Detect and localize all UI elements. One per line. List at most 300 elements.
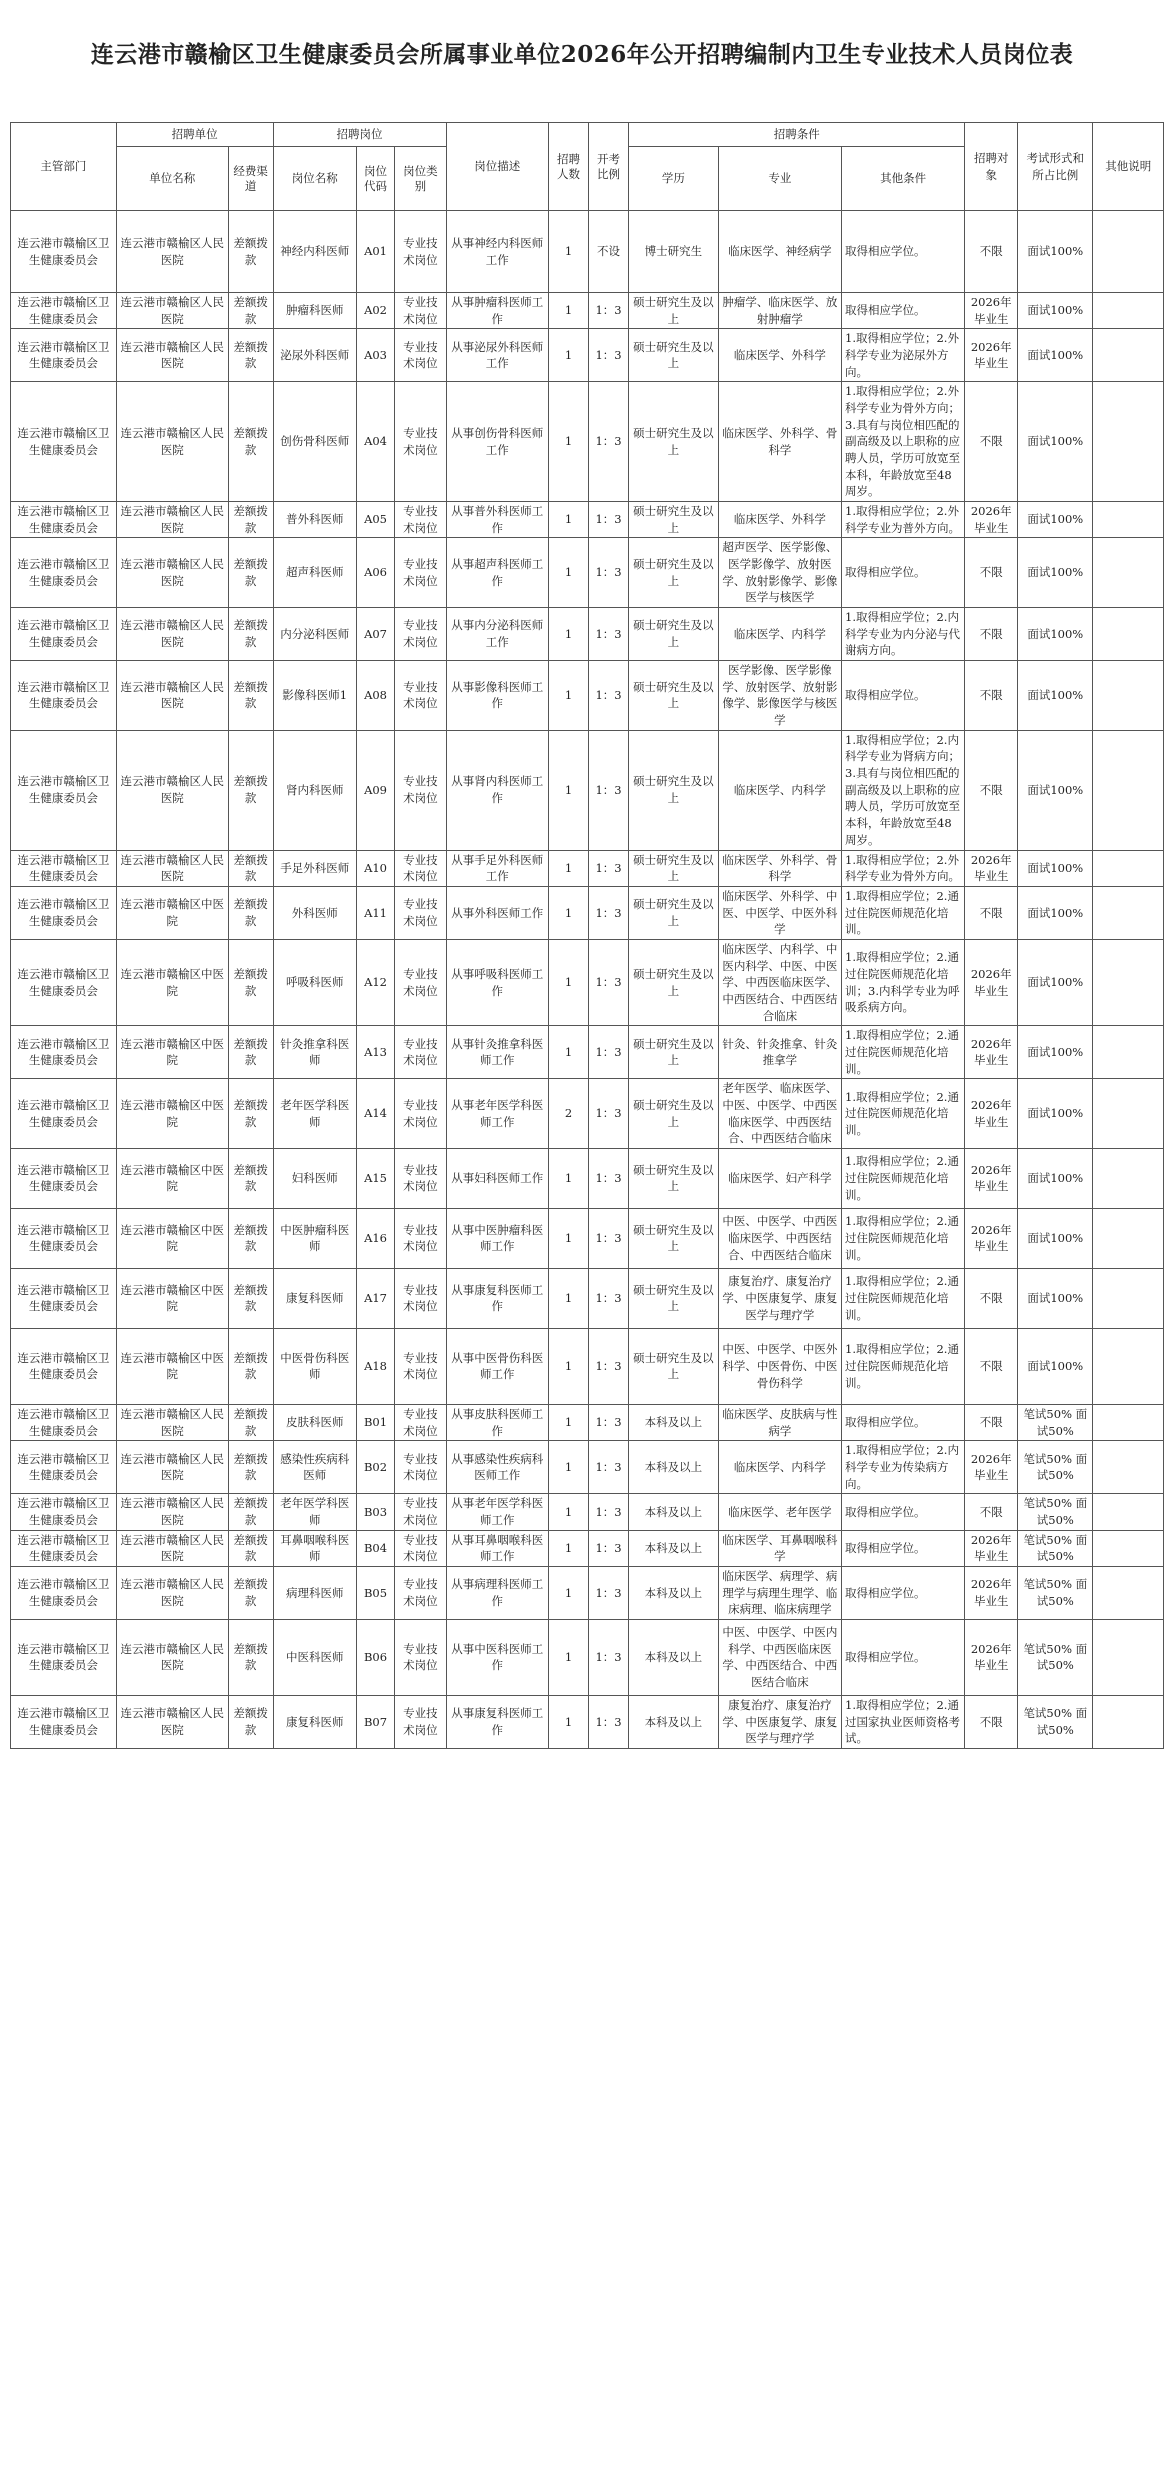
cell-code: A02	[356, 293, 394, 329]
cell-desc: 从事神经内科医师工作	[446, 211, 548, 293]
cell-major: 临床医学、内科学	[718, 730, 841, 850]
cell-edu: 本科及以上	[629, 1530, 719, 1566]
cell-dept: 连云港市赣榆区卫生健康委员会	[11, 1566, 117, 1619]
cell-ratio: 1：3	[589, 502, 629, 538]
table-row	[11, 502, 1164, 538]
cell-other: 取得相应学位。	[842, 293, 965, 329]
cell-edu: 硕士研究生及以上	[629, 1208, 719, 1268]
cell-code: A01	[356, 211, 394, 293]
cell-desc: 从事外科医师工作	[446, 886, 548, 939]
cell-dept: 连云港市赣榆区卫生健康委员会	[11, 1148, 117, 1208]
cell-exam: 面试100%	[1018, 939, 1093, 1025]
cell-count: 1	[549, 1404, 589, 1440]
cell-code: A16	[356, 1208, 394, 1268]
cell-code: B07	[356, 1695, 394, 1748]
cell-exam: 笔试50% 面试50%	[1018, 1404, 1093, 1440]
cell-other: 1.取得相应学位；2.通过住院医师规范化培训；3.内科学专业为呼吸系病方向。	[842, 939, 965, 1025]
cell-post: 针灸推拿科医师	[273, 1026, 356, 1079]
cell-edu: 硕士研究生及以上	[629, 1268, 719, 1328]
positions-table-body	[11, 211, 1164, 1749]
cell-edu: 硕士研究生及以上	[629, 502, 719, 538]
cell-exam: 面试100%	[1018, 382, 1093, 502]
cell-major: 临床医学、妇产科学	[718, 1148, 841, 1208]
cell-target: 不限	[965, 1268, 1018, 1328]
cell-unit: 连云港市赣榆区人民医院	[116, 538, 228, 608]
cell-unit: 连云港市赣榆区中医院	[116, 1208, 228, 1268]
cell-dept: 连云港市赣榆区卫生健康委员会	[11, 886, 117, 939]
cell-funding: 差额拨款	[228, 382, 273, 502]
cell-funding: 差额拨款	[228, 730, 273, 850]
cell-target: 2026年毕业生	[965, 1208, 1018, 1268]
cell-post: 老年医学科医师	[273, 1079, 356, 1149]
cell-ratio: 1：3	[589, 1328, 629, 1404]
cell-desc: 从事肿瘤科医师工作	[446, 293, 548, 329]
cell-count: 1	[549, 661, 589, 731]
header-other: 其他条件	[842, 147, 965, 211]
cell-other: 取得相应学位。	[842, 1404, 965, 1440]
cell-post: 妇科医师	[273, 1148, 356, 1208]
cell-post: 肿瘤科医师	[273, 293, 356, 329]
cell-count: 1	[549, 1494, 589, 1530]
cell-exam: 面试100%	[1018, 538, 1093, 608]
cell-post: 中医肿瘤科医师	[273, 1208, 356, 1268]
cell-desc: 从事针灸推拿科医师工作	[446, 1026, 548, 1079]
cell-other: 1.取得相应学位；2.外科学专业为骨外方向； 3.具有与岗位相匹配的副高级及以上职称的应聘人员，学历可放宽至本科，年龄放宽至48周岁。	[842, 382, 965, 502]
cell-post: 老年医学科医师	[273, 1494, 356, 1530]
cell-major: 临床医学、内科学	[718, 608, 841, 661]
cell-code: A08	[356, 661, 394, 731]
cell-dept: 连云港市赣榆区卫生健康委员会	[11, 661, 117, 731]
cell-edu: 本科及以上	[629, 1566, 719, 1619]
cell-edu: 本科及以上	[629, 1695, 719, 1748]
cell-desc: 从事康复科医师工作	[446, 1695, 548, 1748]
cell-other: 取得相应学位。	[842, 1494, 965, 1530]
cell-count: 2	[549, 1079, 589, 1149]
cell-desc: 从事老年医学科医师工作	[446, 1494, 548, 1530]
cell-other: 1.取得相应学位；2.通过住院医师规范化培训。	[842, 1268, 965, 1328]
cell-post: 康复科医师	[273, 1695, 356, 1748]
cell-funding: 差额拨款	[228, 538, 273, 608]
cell-unit: 连云港市赣榆区中医院	[116, 1268, 228, 1328]
cell-unit: 连云港市赣榆区中医院	[116, 1148, 228, 1208]
cell-dept: 连云港市赣榆区卫生健康委员会	[11, 293, 117, 329]
cell-unit: 连云港市赣榆区人民医院	[116, 1566, 228, 1619]
cell-count: 1	[549, 608, 589, 661]
cell-exam: 面试100%	[1018, 1148, 1093, 1208]
cell-count: 1	[549, 1530, 589, 1566]
cell-post: 耳鼻咽喉科医师	[273, 1530, 356, 1566]
table-row	[11, 1079, 1164, 1149]
cell-dept: 连云港市赣榆区卫生健康委员会	[11, 850, 117, 886]
cell-edu: 博士研究生	[629, 211, 719, 293]
cell-edu: 硕士研究生及以上	[629, 293, 719, 329]
cell-code: A17	[356, 1268, 394, 1328]
cell-edu: 硕士研究生及以上	[629, 538, 719, 608]
cell-major: 肿瘤学、临床医学、放射肿瘤学	[718, 293, 841, 329]
cell-note	[1093, 730, 1164, 850]
cell-code: B05	[356, 1566, 394, 1619]
cell-dept: 连云港市赣榆区卫生健康委员会	[11, 1619, 117, 1695]
cell-other: 取得相应学位。	[842, 1566, 965, 1619]
cell-target: 2026年毕业生	[965, 293, 1018, 329]
cell-major: 临床医学、耳鼻咽喉科学	[718, 1530, 841, 1566]
cell-desc: 从事内分泌科医师工作	[446, 608, 548, 661]
cell-ratio: 1：3	[589, 939, 629, 1025]
cell-post: 泌尿外科医师	[273, 329, 356, 382]
cell-desc: 从事皮肤科医师工作	[446, 1404, 548, 1440]
cell-count: 1	[549, 1148, 589, 1208]
table-row	[11, 730, 1164, 850]
cell-code: A13	[356, 1026, 394, 1079]
cell-dept: 连云港市赣榆区卫生健康委员会	[11, 538, 117, 608]
cell-major: 康复治疗、康复治疗学、中医康复学、康复医学与理疗学	[718, 1268, 841, 1328]
cell-count: 1	[549, 1026, 589, 1079]
cell-post: 呼吸科医师	[273, 939, 356, 1025]
cell-target: 不限	[965, 382, 1018, 502]
cell-funding: 差额拨款	[228, 661, 273, 731]
cell-edu: 硕士研究生及以上	[629, 1328, 719, 1404]
cell-type: 专业技术岗位	[395, 1026, 446, 1079]
table-row	[11, 211, 1164, 293]
cell-dept: 连云港市赣榆区卫生健康委员会	[11, 1328, 117, 1404]
cell-major: 中医、中医学、中医内科学、中西医临床医学、中西医结合、中西医结合临床	[718, 1619, 841, 1695]
cell-count: 1	[549, 1566, 589, 1619]
cell-post: 普外科医师	[273, 502, 356, 538]
cell-code: A15	[356, 1148, 394, 1208]
cell-ratio: 1：3	[589, 1148, 629, 1208]
cell-type: 专业技术岗位	[395, 1619, 446, 1695]
cell-edu: 硕士研究生及以上	[629, 1026, 719, 1079]
cell-type: 专业技术岗位	[395, 1079, 446, 1149]
cell-funding: 差额拨款	[228, 850, 273, 886]
cell-desc: 从事耳鼻咽喉科医师工作	[446, 1530, 548, 1566]
cell-major: 针灸、针灸推拿、针灸推拿学	[718, 1026, 841, 1079]
cell-funding: 差额拨款	[228, 1494, 273, 1530]
cell-unit: 连云港市赣榆区中医院	[116, 1328, 228, 1404]
cell-unit: 连云港市赣榆区中医院	[116, 1079, 228, 1149]
cell-target: 不限	[965, 661, 1018, 731]
cell-funding: 差额拨款	[228, 939, 273, 1025]
cell-note	[1093, 886, 1164, 939]
cell-post: 肾内科医师	[273, 730, 356, 850]
cell-post: 外科医师	[273, 886, 356, 939]
cell-target: 2026年毕业生	[965, 1026, 1018, 1079]
cell-other: 1.取得相应学位；2.通过住院医师规范化培训。	[842, 1026, 965, 1079]
cell-type: 专业技术岗位	[395, 1148, 446, 1208]
cell-funding: 差额拨款	[228, 293, 273, 329]
table-row	[11, 1695, 1164, 1748]
cell-target: 不限	[965, 211, 1018, 293]
cell-edu: 硕士研究生及以上	[629, 1079, 719, 1149]
cell-major: 中医、中医学、中医外科学、中医骨伤、中医骨伤科学	[718, 1328, 841, 1404]
cell-note	[1093, 1566, 1164, 1619]
cell-dept: 连云港市赣榆区卫生健康委员会	[11, 1026, 117, 1079]
cell-ratio: 1：3	[589, 1695, 629, 1748]
cell-target: 不限	[965, 1328, 1018, 1404]
cell-type: 专业技术岗位	[395, 1566, 446, 1619]
cell-desc: 从事呼吸科医师工作	[446, 939, 548, 1025]
cell-unit: 连云港市赣榆区中医院	[116, 886, 228, 939]
cell-post: 感染性疾病科医师	[273, 1441, 356, 1494]
table-row	[11, 1208, 1164, 1268]
cell-other: 1.取得相应学位；2.外科学专业为泌尿外方向。	[842, 329, 965, 382]
cell-unit: 连云港市赣榆区人民医院	[116, 1494, 228, 1530]
cell-type: 专业技术岗位	[395, 1695, 446, 1748]
cell-code: B02	[356, 1441, 394, 1494]
cell-major: 临床医学、内科学	[718, 1441, 841, 1494]
cell-code: B04	[356, 1530, 394, 1566]
cell-funding: 差额拨款	[228, 1566, 273, 1619]
table-row	[11, 1441, 1164, 1494]
cell-target: 不限	[965, 1404, 1018, 1440]
cell-ratio: 1：3	[589, 382, 629, 502]
cell-exam: 面试100%	[1018, 661, 1093, 731]
cell-type: 专业技术岗位	[395, 382, 446, 502]
header-post-group: 招聘岗位	[273, 123, 446, 147]
cell-ratio: 1：3	[589, 538, 629, 608]
cell-count: 1	[549, 329, 589, 382]
cell-funding: 差额拨款	[228, 502, 273, 538]
cell-exam: 面试100%	[1018, 608, 1093, 661]
cell-exam: 面试100%	[1018, 1026, 1093, 1079]
cell-unit: 连云港市赣榆区人民医院	[116, 661, 228, 731]
cell-target: 不限	[965, 608, 1018, 661]
cell-note	[1093, 502, 1164, 538]
cell-ratio: 1：3	[589, 293, 629, 329]
cell-target: 2026年毕业生	[965, 1079, 1018, 1149]
cell-edu: 硕士研究生及以上	[629, 661, 719, 731]
cell-post: 内分泌科医师	[273, 608, 356, 661]
cell-count: 1	[549, 502, 589, 538]
cell-post: 超声科医师	[273, 538, 356, 608]
cell-code: A03	[356, 329, 394, 382]
cell-unit: 连云港市赣榆区人民医院	[116, 850, 228, 886]
cell-code: A09	[356, 730, 394, 850]
cell-dept: 连云港市赣榆区卫生健康委员会	[11, 1530, 117, 1566]
header-edu: 学历	[629, 147, 719, 211]
cell-ratio: 1：3	[589, 1079, 629, 1149]
cell-note	[1093, 382, 1164, 502]
cell-code: A18	[356, 1328, 394, 1404]
cell-unit: 连云港市赣榆区人民医院	[116, 382, 228, 502]
cell-note	[1093, 608, 1164, 661]
cell-dept: 连云港市赣榆区卫生健康委员会	[11, 1494, 117, 1530]
cell-count: 1	[549, 382, 589, 502]
cell-other: 1.取得相应学位；2.内科学专业为传染病方向。	[842, 1441, 965, 1494]
table-row	[11, 661, 1164, 731]
cell-ratio: 1：3	[589, 1441, 629, 1494]
cell-count: 1	[549, 211, 589, 293]
cell-note	[1093, 1441, 1164, 1494]
cell-funding: 差额拨款	[228, 1441, 273, 1494]
cell-ratio: 1：3	[589, 1530, 629, 1566]
cell-major: 康复治疗、康复治疗学、中医康复学、康复医学与理疗学	[718, 1695, 841, 1748]
cell-note	[1093, 1619, 1164, 1695]
cell-desc: 从事手足外科医师工作	[446, 850, 548, 886]
cell-target: 不限	[965, 538, 1018, 608]
cell-exam: 面试100%	[1018, 1208, 1093, 1268]
cell-major: 临床医学、内科学、中医内科学、中医、中医学、中西医临床医学、中西医结合、中西医结合临床	[718, 939, 841, 1025]
cell-count: 1	[549, 538, 589, 608]
cell-count: 1	[549, 886, 589, 939]
cell-ratio: 1：3	[589, 730, 629, 850]
cell-unit: 连云港市赣榆区人民医院	[116, 502, 228, 538]
cell-count: 1	[549, 850, 589, 886]
cell-desc: 从事中医科医师工作	[446, 1619, 548, 1695]
cell-type: 专业技术岗位	[395, 661, 446, 731]
cell-exam: 面试100%	[1018, 850, 1093, 886]
cell-dept: 连云港市赣榆区卫生健康委员会	[11, 1441, 117, 1494]
cell-ratio: 1：3	[589, 1268, 629, 1328]
cell-other: 1.取得相应学位；2.外科学专业为骨外方向。	[842, 850, 965, 886]
cell-type: 专业技术岗位	[395, 730, 446, 850]
cell-note	[1093, 1148, 1164, 1208]
header-cond-group: 招聘条件	[629, 123, 965, 147]
cell-exam: 面试100%	[1018, 886, 1093, 939]
cell-major: 中医、中医学、中西医临床医学、中西医结合、中西医结合临床	[718, 1208, 841, 1268]
cell-type: 专业技术岗位	[395, 886, 446, 939]
cell-dept: 连云港市赣榆区卫生健康委员会	[11, 502, 117, 538]
cell-type: 专业技术岗位	[395, 1530, 446, 1566]
cell-note	[1093, 1695, 1164, 1748]
table-row	[11, 1494, 1164, 1530]
cell-post: 皮肤科医师	[273, 1404, 356, 1440]
cell-ratio: 不设	[589, 211, 629, 293]
table-row	[11, 1148, 1164, 1208]
cell-type: 专业技术岗位	[395, 939, 446, 1025]
cell-ratio: 1：3	[589, 1208, 629, 1268]
cell-edu: 硕士研究生及以上	[629, 850, 719, 886]
cell-type: 专业技术岗位	[395, 211, 446, 293]
cell-exam: 面试100%	[1018, 502, 1093, 538]
cell-funding: 差额拨款	[228, 1530, 273, 1566]
cell-other: 1.取得相应学位；2.通过住院医师规范化培训。	[842, 1079, 965, 1149]
cell-unit: 连云港市赣榆区人民医院	[116, 1619, 228, 1695]
cell-edu: 硕士研究生及以上	[629, 886, 719, 939]
cell-type: 专业技术岗位	[395, 608, 446, 661]
cell-note	[1093, 850, 1164, 886]
cell-type: 专业技术岗位	[395, 850, 446, 886]
header-dept: 主管部门	[11, 123, 117, 211]
cell-note	[1093, 1328, 1164, 1404]
cell-major: 临床医学、外科学	[718, 329, 841, 382]
cell-target: 2026年毕业生	[965, 1566, 1018, 1619]
cell-ratio: 1：3	[589, 1566, 629, 1619]
cell-desc: 从事康复科医师工作	[446, 1268, 548, 1328]
cell-note	[1093, 293, 1164, 329]
cell-note	[1093, 1079, 1164, 1149]
cell-funding: 差额拨款	[228, 1079, 273, 1149]
header-unit-name: 单位名称	[116, 147, 228, 211]
cell-edu: 硕士研究生及以上	[629, 730, 719, 850]
cell-funding: 差额拨款	[228, 1148, 273, 1208]
header-major: 专业	[718, 147, 841, 211]
cell-target: 2026年毕业生	[965, 1441, 1018, 1494]
table-row	[11, 1026, 1164, 1079]
cell-other: 取得相应学位。	[842, 1619, 965, 1695]
cell-major: 临床医学、神经病学	[718, 211, 841, 293]
cell-edu: 硕士研究生及以上	[629, 939, 719, 1025]
cell-funding: 差额拨款	[228, 1695, 273, 1748]
cell-post: 中医科医师	[273, 1619, 356, 1695]
cell-note	[1093, 1404, 1164, 1440]
cell-exam: 笔试50% 面试50%	[1018, 1530, 1093, 1566]
cell-desc: 从事老年医学科医师工作	[446, 1079, 548, 1149]
cell-code: A10	[356, 850, 394, 886]
cell-target: 2026年毕业生	[965, 939, 1018, 1025]
cell-post: 神经内科医师	[273, 211, 356, 293]
cell-code: B01	[356, 1404, 394, 1440]
table-row	[11, 1530, 1164, 1566]
cell-note	[1093, 1026, 1164, 1079]
cell-desc: 从事超声科医师工作	[446, 538, 548, 608]
cell-edu: 本科及以上	[629, 1441, 719, 1494]
cell-dept: 连云港市赣榆区卫生健康委员会	[11, 329, 117, 382]
cell-count: 1	[549, 939, 589, 1025]
cell-dept: 连云港市赣榆区卫生健康委员会	[11, 1079, 117, 1149]
cell-type: 专业技术岗位	[395, 1404, 446, 1440]
cell-funding: 差额拨款	[228, 1619, 273, 1695]
cell-other: 取得相应学位。	[842, 538, 965, 608]
cell-type: 专业技术岗位	[395, 1328, 446, 1404]
cell-type: 专业技术岗位	[395, 329, 446, 382]
cell-other: 1.取得相应学位；2.通过住院医师规范化培训。	[842, 886, 965, 939]
header-funding: 经费渠道	[228, 147, 273, 211]
cell-code: B06	[356, 1619, 394, 1695]
table-row	[11, 382, 1164, 502]
header-note: 其他说明	[1093, 123, 1164, 211]
cell-funding: 差额拨款	[228, 608, 273, 661]
cell-major: 临床医学、外科学、骨科学	[718, 850, 841, 886]
cell-count: 1	[549, 1441, 589, 1494]
header-ratio: 开考比例	[589, 123, 629, 211]
cell-note	[1093, 661, 1164, 731]
cell-exam: 笔试50% 面试50%	[1018, 1441, 1093, 1494]
cell-code: A06	[356, 538, 394, 608]
header-count: 招聘人数	[549, 123, 589, 211]
cell-other: 取得相应学位。	[842, 1530, 965, 1566]
cell-edu: 本科及以上	[629, 1494, 719, 1530]
cell-target: 2026年毕业生	[965, 1530, 1018, 1566]
cell-other: 取得相应学位。	[842, 661, 965, 731]
cell-desc: 从事病理科医师工作	[446, 1566, 548, 1619]
cell-code: A04	[356, 382, 394, 502]
cell-count: 1	[549, 1268, 589, 1328]
cell-ratio: 1：3	[589, 1494, 629, 1530]
cell-dept: 连云港市赣榆区卫生健康委员会	[11, 211, 117, 293]
cell-funding: 差额拨款	[228, 1404, 273, 1440]
cell-dept: 连云港市赣榆区卫生健康委员会	[11, 1404, 117, 1440]
cell-count: 1	[549, 1328, 589, 1404]
cell-major: 临床医学、外科学、骨科学	[718, 382, 841, 502]
cell-unit: 连云港市赣榆区人民医院	[116, 1695, 228, 1748]
cell-other: 1.取得相应学位；2.内科学专业为肾病方向； 3.具有与岗位相匹配的副高级及以上职称的应聘人员，学历可放宽至本科，年龄放宽至48周岁。	[842, 730, 965, 850]
cell-exam: 笔试50% 面试50%	[1018, 1566, 1093, 1619]
cell-edu: 硕士研究生及以上	[629, 608, 719, 661]
cell-unit: 连云港市赣榆区人民医院	[116, 329, 228, 382]
header-post-name: 岗位名称	[273, 147, 356, 211]
cell-funding: 差额拨款	[228, 1026, 273, 1079]
cell-major: 临床医学、外科学	[718, 502, 841, 538]
cell-other: 1.取得相应学位；2.外科学专业为普外方向。	[842, 502, 965, 538]
table-row	[11, 886, 1164, 939]
cell-edu: 本科及以上	[629, 1619, 719, 1695]
header-target: 招聘对象	[965, 123, 1018, 211]
cell-other: 取得相应学位。	[842, 211, 965, 293]
cell-major: 临床医学、皮肤病与性病学	[718, 1404, 841, 1440]
cell-dept: 连云港市赣榆区卫生健康委员会	[11, 608, 117, 661]
cell-ratio: 1：3	[589, 329, 629, 382]
